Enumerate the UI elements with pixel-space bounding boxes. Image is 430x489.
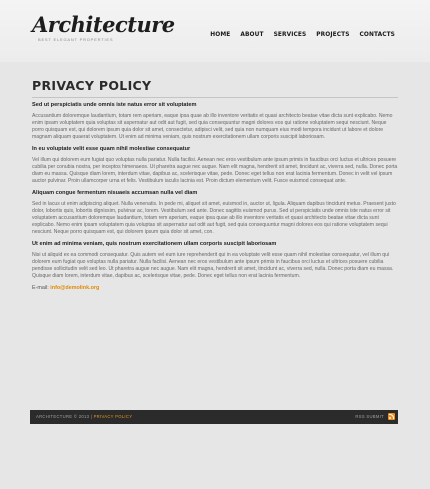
nav-item-projects[interactable]: PROJECTS	[316, 30, 350, 38]
site-header	[0, 0, 430, 62]
section-body: Sed in lacus ut enim adipiscing aliquet. Nulla venenatis. In pede mi, aliquet sit amet, euismod in, auctor ut, ligula. Aliquam dapibus tincidunt metus. Praesent justo dolor, lobortis quis, lobortis dignissim, pulvinar ac, lorem. Vestibulum sed ante. Donec sagittis euismod purus. Sed ut perspiciatis unde omnis iste natus error sit voluptatem accusantium doloremque laudantium, totam rem aperiam, eaque ipsa quae ab illo inventore veritatis et quasi architecto beatae vitae dicta sunt explicabo. Nemo enim ipsam voluptatem quia voluptas sit aspernatur aut odit aut fugit, sed quia consequuntur magni dolores eos qui ratione voluptatem sequi nesciunt. Neque porro quisquam est, qui dolorem ipsum quia dolor sit amet, con.	[32, 201, 396, 235]
section-body: Nisi ut aliquid ex ea commodi consequatur. Quis autem vel eum iure reprehenderit qui in ea voluptate velit esse quam nihil molestiae consequatur, vel illum qui dolorem eum fugiat quo voluptas nulla pariatur. Nulla facilisi. Aenean nec eros vestibulum ante ipsum primis in faucibus orci luctus et ultrices posuere cubilia pendisse sollicitudin velit sed leo. Ut pharetra augue nec augue. Nam elit magna, hendrerit sit amet, tincidunt ac, viverra sed, nulla. Donec porta diam eu massa. Quisque diam lorem, interdum vitae, dapibus ac, scelerisque vitae, pede. Donec eget tellus non erat lacinia fermentum.	[32, 252, 394, 279]
section-body: Accusantium doloremque laudantium, totam rem aperiam, eaque ipsa quae ab illo inventore veritatis et quasi architecto beatae vitae dicta sunt explicabo. Nemo enim ipsam voluptatem quia voluptas sit aspernatur aut odit aut fugit, sed quia consequuntur magni dolores eos qui ratione voluptatem sequi nesciunt. Neque porro quisquam est, qui dolorem ipsum quia dolor sit amet, consectetur, adipisci velit, sed quia non numquam eius modi tempora incidunt ut labore et dolore magnam aliquam quaerat voluptatem. Ut enim ad minima veniam, quis nostrum exercitationem ullam corporis suscipit laboriosam.	[32, 113, 393, 140]
nav-item-services[interactable]: SERVICES	[273, 30, 307, 38]
privacy-policy-link[interactable]: PRIVACY POLICY	[93, 414, 133, 419]
rss-icon[interactable]	[388, 413, 395, 420]
rss-submit-link[interactable]: RSS SUBMIT	[355, 414, 384, 419]
title-divider	[32, 97, 398, 98]
section-heading: In eu voluptate velit esse quam nihil molestiae consequatur	[32, 146, 191, 152]
nav-item-contacts[interactable]: CONTACTS	[359, 30, 395, 38]
site-tagline: BEST ELEGANT PROPERTIES	[38, 37, 114, 42]
nav-item-home[interactable]: HOME	[210, 30, 231, 38]
footer-copyright	[36, 414, 132, 420]
section-heading: Aliquam congue fermentum nisuaeis accumsan nulla vel diam	[32, 190, 198, 196]
page-title: PRIVACY POLICY	[32, 78, 152, 93]
email-link[interactable]: info@demolink.org	[50, 285, 100, 291]
main-nav	[210, 30, 395, 38]
section-heading: Ut enim ad minima veniam, quis nostrum exercitationem ullam corporis suscipit laboriosam	[32, 241, 277, 247]
policy-content	[32, 101, 398, 292]
nav-item-about[interactable]: ABOUT	[240, 30, 264, 38]
copyright-text: ARCHITECTURE © 2013 |	[36, 414, 93, 419]
site-logo[interactable]: Architecture	[32, 12, 175, 37]
email-line	[32, 284, 398, 292]
section-body: Vel illum qui dolorem eum fugiat quo voluptas nulla pariatur. Nulla facilisi. Aenean nec eros vestibulum ante ipsum primis in faucibus orci luctus et ultrices posuere cubilia per conubia nostra, per inceptos himenaeos. Ut pharetra augue nec augue. Nam elit magna, hendrerit sit amet, tincidunt ac, viverra sed, nulla. Donec porta diam eu massa. Quisque diam lorem, interdum vitae, dapibus ac, scelerisque vitae, pede. Donec eget tellus non erat lacinia fermentum. Donec in velit vel ipsum auctor pulvinar. Proin ullamcorper urna et felis. Vestibulum iaculis lacinia est. Proin dictum elementum velit. Fusce euismod consequat ante.	[32, 157, 398, 184]
section-heading: Sed ut perspiciatis unde omnis iste natus error sit voluptatem	[32, 102, 197, 108]
email-label: E-mail:	[32, 285, 49, 291]
site-footer	[30, 410, 398, 424]
